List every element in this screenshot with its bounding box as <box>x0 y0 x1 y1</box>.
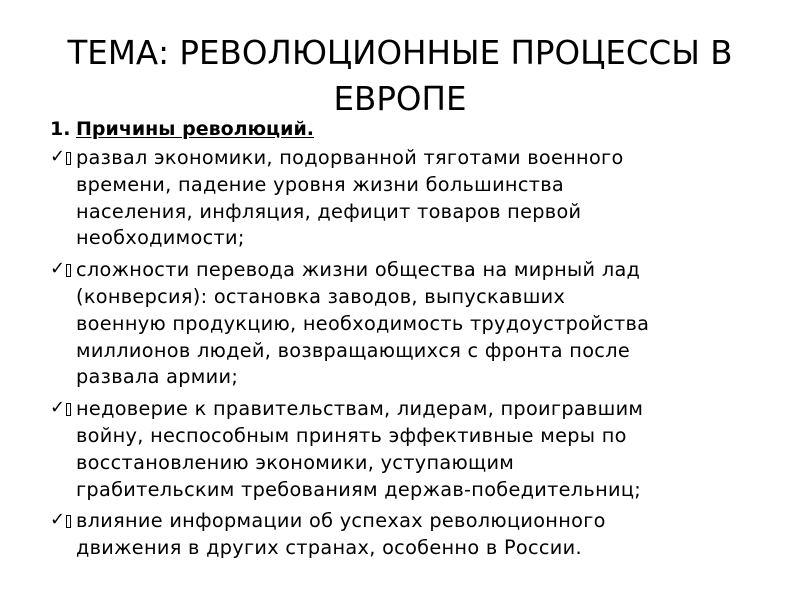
section-number: 1. <box>50 118 71 140</box>
list-item-line: недоверие к правительствам, лидерам, проигравшим <box>76 397 644 421</box>
list-item-line: миллионов людей, возвращающихся с фронта после <box>76 338 630 362</box>
list-item-line: влияние информации об успехах революционного <box>76 509 606 533</box>
list-item-influence <box>50 508 770 562</box>
checkmark-icon: ✓ <box>50 508 76 535</box>
title-line-1: ТЕМА: РЕВОЛЮЦИОННЫЕ ПРОЦЕССЫ В <box>67 33 733 72</box>
list-item-line: восстановлению экономики, уступающим <box>76 450 515 474</box>
list-item-line: грабительским требованиям держав-победительниц; <box>76 477 642 501</box>
list-item-economy <box>50 145 770 252</box>
list-item-line: необходимости; <box>76 226 245 250</box>
checkmark-icon: ✓ <box>50 145 76 172</box>
page-title <box>20 30 780 122</box>
checkmark-icon: ✓ <box>50 396 76 423</box>
title-line-2: ЕВРОПЕ <box>333 79 467 118</box>
section-heading-text: Причины революций. <box>76 118 314 140</box>
section-heading <box>50 117 314 141</box>
checkmark-icon: ✓ <box>50 257 76 284</box>
list-item-line: войну, неспособным принять эффективные меры по <box>76 423 627 447</box>
list-item-line: развал экономики, подорванной тяготами военного <box>76 146 624 169</box>
list-item-line: (конверсия): остановка заводов, выпускавших <box>76 284 566 308</box>
list-item-distrust <box>50 396 770 503</box>
list-item-line: населения, инфляция, дефицит товаров первой <box>76 199 582 223</box>
list-item-line: сложности перевода жизни общества на мирный лад <box>76 258 641 282</box>
list-item-line: развала армии; <box>76 365 239 389</box>
list-item-line: времени, падение уровня жизни большинства <box>76 172 565 196</box>
list-item-line: движения в других странах, особенно в России. <box>76 536 582 560</box>
causes-list <box>50 145 770 567</box>
list-item-conversion <box>50 257 770 391</box>
list-item-line: военную продукцию, необходимость трудоустройства <box>76 311 650 335</box>
